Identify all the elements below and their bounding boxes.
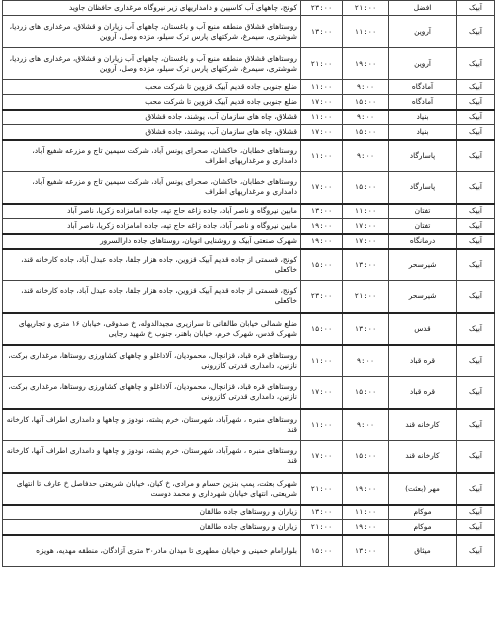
- end-time-cell: ۱۷:۰۰: [301, 172, 343, 204]
- table-row: [3, 95, 495, 110]
- city-cell: آبیک: [457, 16, 495, 48]
- areas-cell: مابین نیروگاه و ناصر آباد، جاده زاغه حاج تپه، جاده امامزاده زکریا، ناصر آباد: [3, 219, 301, 234]
- region-cell: درمانگاه: [389, 234, 457, 249]
- city-cell: آبیک: [457, 249, 495, 281]
- end-time-cell: ۱۱:۰۰: [301, 409, 343, 441]
- table-row: [3, 1, 495, 16]
- end-time-cell: ۱۳:۰۰: [301, 505, 343, 520]
- table-row: [3, 125, 495, 140]
- end-time-cell: ۱۱:۰۰: [301, 345, 343, 377]
- start-time-cell: ۹:۰۰: [343, 409, 389, 441]
- start-time-cell: ۱۱:۰۰: [343, 16, 389, 48]
- areas-cell: مابین نیروگاه و ناصر آباد، جاده زاغه حاج تپه، جاده امامزاده زکریا، ناصر آباد: [3, 204, 301, 219]
- end-time-cell: ۱۱:۰۰: [301, 80, 343, 95]
- table-row: [3, 313, 495, 345]
- city-cell: آبیک: [457, 520, 495, 535]
- table-row: [3, 249, 495, 281]
- table-row: [3, 140, 495, 172]
- city-cell: آبیک: [457, 80, 495, 95]
- start-time-cell: ۲۱:۰۰: [343, 281, 389, 313]
- start-time-cell: ۲۱:۰۰: [343, 1, 389, 16]
- end-time-cell: ۱۱:۰۰: [301, 140, 343, 172]
- start-time-cell: ۱۳:۰۰: [343, 313, 389, 345]
- table-row: [3, 505, 495, 520]
- start-time-cell: ۱۵:۰۰: [343, 441, 389, 473]
- region-cell: آمادگاه: [389, 95, 457, 110]
- areas-cell: ضلع شمالی خیابان طالقانی تا سرازیری مجیدالدوله، خ صدوقی، خیابان ۱۶ متری و تجاریهای شهرک قدس، شهرک خرم، خیابان باهنر، جنوب خ شهید رجایی: [3, 313, 301, 345]
- city-cell: آبیک: [457, 172, 495, 204]
- schedule-body: [3, 1, 495, 567]
- areas-cell: کونج، قسمتی از جاده قدیم آبیک قزوین، جاده هزار جلفا، جاده عبدل آباد، جاده کارخانه قند، خاکعلی: [3, 249, 301, 281]
- start-time-cell: ۹:۰۰: [343, 110, 389, 125]
- region-cell: شیرسحر: [389, 281, 457, 313]
- city-cell: آبیک: [457, 204, 495, 219]
- areas-cell: قشلاق، چاه های سازمان آب، یوشند، جاده قشلاق: [3, 125, 301, 140]
- region-cell: پاسارگاد: [389, 140, 457, 172]
- areas-cell: ضلع جنوبی جاده قدیم آبیک قزوین تا شرکت محب: [3, 95, 301, 110]
- start-time-cell: ۱۵:۰۰: [343, 377, 389, 409]
- table-row: [3, 345, 495, 377]
- end-time-cell: ۱۵:۰۰: [301, 249, 343, 281]
- region-cell: قدس: [389, 313, 457, 345]
- outage-schedule-table: [2, 0, 495, 567]
- city-cell: آبیک: [457, 140, 495, 172]
- areas-cell: روستاهای قشلاق منطقه منبع آب و باغستان، چاههای آب زیاران و قشلاق، مرغداری های زردیا، شوشتری، سیمرغ، شرکتهای پارس ترک سیلو، مزده وصل، آروین: [3, 48, 301, 80]
- city-cell: آبیک: [457, 95, 495, 110]
- city-cell: آبیک: [457, 125, 495, 140]
- city-cell: آبیک: [457, 505, 495, 520]
- end-time-cell: ۱۷:۰۰: [301, 377, 343, 409]
- region-cell: شیرسحر: [389, 249, 457, 281]
- areas-cell: روستاهای منبره ، شهرآباد، شهرستان، خرم پشته، نودوز و چاهها و دامداری اطراف آنها، کارخانه قند: [3, 409, 301, 441]
- areas-cell: ضلع جنوبی جاده قدیم آبیک قزوین تا شرکت محب: [3, 80, 301, 95]
- end-time-cell: ۲۳:۰۰: [301, 281, 343, 313]
- start-time-cell: ۱۹:۰۰: [343, 520, 389, 535]
- areas-cell: روستاهای قشلاق منطقه منبع آب و باغستان، چاههای آب زیاران و قشلاق، مرغداری های زردیا، شوشتری، سیمرغ، شرکتهای پارس ترک سیلو، مزده وصل، آروین: [3, 16, 301, 48]
- areas-cell: کونج، قسمتی از جاده قدیم آبیک قزوین، جاده هزار جلفا، جاده عبدل آباد، جاده کارخانه قند، خاکعلی: [3, 281, 301, 313]
- region-cell: کارخانه قند: [389, 441, 457, 473]
- region-cell: تفتان: [389, 219, 457, 234]
- areas-cell: روستاهای قره قباد، قزانچال، محمودیان، آلاداغلو و چاههای کشاورزی روستاها، مرغداری برکت، نازنین، دامداری قدرتی کازرونی: [3, 345, 301, 377]
- end-time-cell: ۲۳:۰۰: [301, 1, 343, 16]
- region-cell: افضل: [389, 1, 457, 16]
- region-cell: بنیاد: [389, 110, 457, 125]
- city-cell: آبیک: [457, 535, 495, 567]
- end-time-cell: ۲۱:۰۰: [301, 520, 343, 535]
- table-row: [3, 172, 495, 204]
- region-cell: آروین: [389, 48, 457, 80]
- end-time-cell: ۱۳:۰۰: [301, 16, 343, 48]
- table-row: [3, 377, 495, 409]
- start-time-cell: ۱۷:۰۰: [343, 219, 389, 234]
- start-time-cell: ۱۵:۰۰: [343, 125, 389, 140]
- areas-cell: روستاهای خطابان، خاکشان، صحرای یونس آباد، شرکت سیمین تاج و مزرعه شفیع آباد، دامداری و مرغداریهای اطراف: [3, 172, 301, 204]
- city-cell: آبیک: [457, 48, 495, 80]
- table-row: [3, 110, 495, 125]
- region-cell: کارخانه قند: [389, 409, 457, 441]
- region-cell: بنیاد: [389, 125, 457, 140]
- start-time-cell: ۹:۰۰: [343, 140, 389, 172]
- end-time-cell: ۱۳:۰۰: [301, 204, 343, 219]
- region-cell: قره قباد: [389, 377, 457, 409]
- city-cell: آبیک: [457, 281, 495, 313]
- city-cell: آبیک: [457, 234, 495, 249]
- city-cell: آبیک: [457, 377, 495, 409]
- table-row: [3, 409, 495, 441]
- areas-cell: روستاهای منبره ، شهرآباد، شهرستان، خرم پشته، نودوز و چاهها و دامداری اطراف آنها، کارخانه قند: [3, 441, 301, 473]
- areas-cell: شهرک بعثت، پمپ بنزین حسام و مرادی، خ کیان، خیابان شریعتی حدفاصل خ عارف تا انتهای شریعتی، انتهای خیابان شهرداری و محمد دوست: [3, 473, 301, 505]
- city-cell: آبیک: [457, 1, 495, 16]
- areas-cell: قشلاق، چاه های سازمان آب، یوشند، جاده قشلاق: [3, 110, 301, 125]
- end-time-cell: ۱۷:۰۰: [301, 441, 343, 473]
- city-cell: آبیک: [457, 441, 495, 473]
- areas-cell: زیاران و روستاهای جاده طالقان: [3, 520, 301, 535]
- region-cell: آروین: [389, 16, 457, 48]
- city-cell: آبیک: [457, 313, 495, 345]
- end-time-cell: ۱۵:۰۰: [301, 313, 343, 345]
- table-row: [3, 219, 495, 234]
- city-cell: آبیک: [457, 110, 495, 125]
- outage-schedule-sheet: [2, 0, 494, 633]
- table-row: [3, 441, 495, 473]
- table-row: [3, 16, 495, 48]
- table-row: [3, 473, 495, 505]
- end-time-cell: ۱۷:۰۰: [301, 95, 343, 110]
- start-time-cell: ۱۹:۰۰: [343, 48, 389, 80]
- areas-cell: زیاران و روستاهای جاده طالقان: [3, 505, 301, 520]
- start-time-cell: ۹:۰۰: [343, 345, 389, 377]
- start-time-cell: ۱۷:۰۰: [343, 234, 389, 249]
- end-time-cell: ۱۹:۰۰: [301, 234, 343, 249]
- region-cell: قره قباد: [389, 345, 457, 377]
- table-row: [3, 535, 495, 567]
- end-time-cell: ۱۷:۰۰: [301, 125, 343, 140]
- end-time-cell: ۲۱:۰۰: [301, 473, 343, 505]
- end-time-cell: ۱۹:۰۰: [301, 219, 343, 234]
- region-cell: موکام: [389, 520, 457, 535]
- region-cell: تفتان: [389, 204, 457, 219]
- region-cell: مهر (بعثت): [389, 473, 457, 505]
- end-time-cell: ۱۵:۰۰: [301, 535, 343, 567]
- table-row: [3, 281, 495, 313]
- start-time-cell: ۹:۰۰: [343, 80, 389, 95]
- region-cell: میثاق: [389, 535, 457, 567]
- region-cell: پاسارگاد: [389, 172, 457, 204]
- city-cell: آبیک: [457, 345, 495, 377]
- start-time-cell: ۱۱:۰۰: [343, 204, 389, 219]
- table-row: [3, 234, 495, 249]
- start-time-cell: ۱۱:۰۰: [343, 505, 389, 520]
- city-cell: آبیک: [457, 473, 495, 505]
- city-cell: آبیک: [457, 219, 495, 234]
- table-row: [3, 80, 495, 95]
- start-time-cell: ۱۵:۰۰: [343, 95, 389, 110]
- end-time-cell: ۲۱:۰۰: [301, 48, 343, 80]
- start-time-cell: ۱۵:۰۰: [343, 172, 389, 204]
- city-cell: آبیک: [457, 409, 495, 441]
- end-time-cell: ۱۱:۰۰: [301, 110, 343, 125]
- start-time-cell: ۱۹:۰۰: [343, 473, 389, 505]
- areas-cell: شهرک صنعتی آبیک و روشنایی اتوبان، روستاهای جاده دارالسرور: [3, 234, 301, 249]
- region-cell: آمادگاه: [389, 80, 457, 95]
- areas-cell: بلوارامام خمینی و خیابان مطهری تا میدان مادر۳۰ متری آزادگان، منطقه مهدیه، هویزه: [3, 535, 301, 567]
- table-row: [3, 48, 495, 80]
- areas-cell: روستاهای قره قباد، قزانچال، محمودیان، آلاداغلو و چاههای کشاورزی روستاها، مرغداری برکت، نازنین، دامداری قدرتی کازرونی: [3, 377, 301, 409]
- start-time-cell: ۱۳:۰۰: [343, 249, 389, 281]
- areas-cell: روستاهای خطابان، خاکشان، صحرای یونس آباد، شرکت سیمین تاج و مزرعه شفیع آباد، دامداری و مرغداریهای اطراف: [3, 140, 301, 172]
- areas-cell: کونج، چاههای آب کاسپین و دامداریهای زیر نیروگاه مرغداری حافظان جاوید: [3, 1, 301, 16]
- start-time-cell: ۱۳:۰۰: [343, 535, 389, 567]
- region-cell: موکام: [389, 505, 457, 520]
- table-row: [3, 520, 495, 535]
- table-row: [3, 204, 495, 219]
